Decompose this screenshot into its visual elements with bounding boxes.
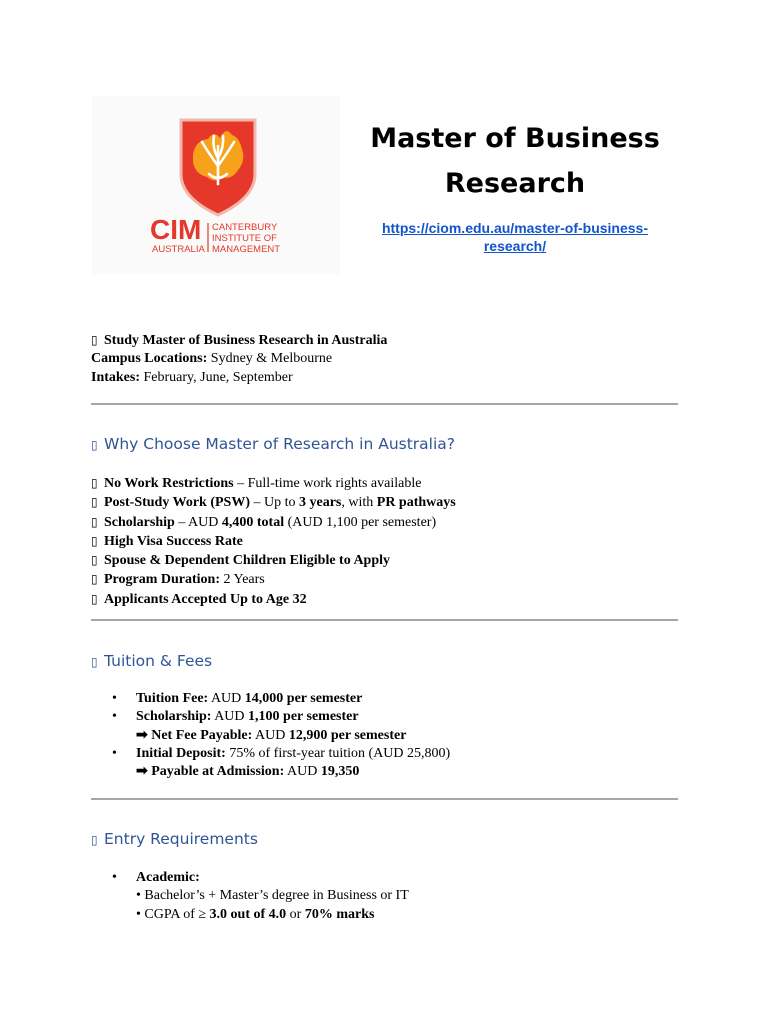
fee-amount: 1,100 per semester [248, 709, 359, 725]
entry-list [91, 869, 691, 924]
logo-abbreviation: CIM [150, 214, 202, 245]
bullet-icon: • [112, 691, 117, 706]
arrow-icon: ➡ [136, 764, 148, 780]
benefit-title: No Work Restrictions [104, 476, 234, 491]
benefit-title: Scholarship [104, 514, 175, 530]
benefit-title: Post-Study Work (PSW) [104, 495, 250, 511]
tuition-fees-heading-text: Tuition & Fees [104, 652, 213, 670]
logo-country: AUSTRALIA [152, 244, 205, 255]
benefit-detail: (AUD 1,100 per semester) [284, 514, 437, 530]
placeholder-glyph-icon: ▯ [91, 514, 98, 529]
placeholder-glyph-icon: ▯ [91, 655, 98, 669]
fee-currency: AUD [284, 764, 321, 780]
fee-label: Payable at Admission: [151, 764, 285, 780]
bullet-icon: • [112, 709, 117, 725]
benefit-item [91, 493, 691, 512]
logo-name-line: CANTERBURY [212, 222, 278, 233]
why-choose-list [91, 474, 691, 609]
benefit-title: High Visa Success Rate [104, 533, 243, 549]
entry-requirements-heading-text: Entry Requirements [104, 830, 258, 848]
intakes-value: February, June, September [140, 369, 293, 385]
fee-currency: AUD [208, 691, 245, 706]
placeholder-glyph-icon: ▯ [91, 438, 98, 452]
course-url-link[interactable]: https://ciom.edu.au/master-of-business-research/ [381, 220, 649, 254]
benefit-item [91, 474, 691, 493]
benefit-highlight: 3 years [298, 495, 342, 511]
cgpa-requirement [136, 906, 691, 924]
benefit-detail: – Full-time work rights available [233, 476, 422, 491]
placeholder-glyph-icon: ▯ [91, 553, 98, 568]
fee-detail: 75% of first-year tuition (AUD 25,800) [225, 745, 451, 761]
fee-item-deposit [91, 745, 691, 782]
cim-crest-icon [92, 96, 340, 274]
bullet-icon: • [112, 870, 117, 885]
entry-label: Academic: [136, 870, 200, 885]
placeholder-glyph-icon: ▯ [91, 476, 98, 490]
fee-amount: 14,000 per semester [244, 691, 363, 706]
fee-item-scholarship [91, 708, 691, 745]
study-line [91, 331, 691, 350]
bullet-icon: • [112, 745, 117, 761]
cgpa-prefix: • CGPA of ≥ [136, 906, 210, 922]
benefit-detail: – AUD [174, 514, 222, 530]
degree-requirement: • Bachelor’s + Master’s degree in Business or IT [136, 888, 409, 904]
marks-value: 70% marks [304, 906, 375, 922]
fee-label: Net Fee Payable: [151, 727, 253, 743]
benefit-title: Program Duration: [104, 572, 220, 588]
benefit-item [91, 532, 691, 551]
intakes-label: Intakes: [91, 369, 141, 385]
placeholder-glyph-icon: ▯ [91, 591, 98, 606]
institution-logo [92, 96, 340, 274]
cgpa-value: 3.0 out of 4.0 [209, 906, 287, 922]
campus-label: Campus Locations: [91, 351, 208, 367]
fee-label: Tuition Fee: [136, 691, 209, 706]
fee-currency: AUD [211, 709, 249, 725]
payable-line [136, 763, 691, 781]
why-choose-heading [91, 434, 455, 455]
study-line-text: Study Master of Business Research in Australia [104, 333, 388, 348]
benefit-title: Applicants Accepted Up to Age 32 [104, 591, 307, 607]
net-fee-line [136, 727, 691, 745]
fee-currency: AUD [252, 727, 289, 743]
tuition-fees-heading [91, 651, 212, 672]
entry-item-academic [91, 869, 691, 924]
placeholder-glyph-icon: ▯ [91, 495, 98, 510]
divider [91, 798, 678, 800]
benefit-item [91, 513, 691, 532]
intakes-line [91, 369, 691, 387]
campus-line [91, 350, 691, 368]
intro-section [91, 331, 691, 387]
fee-label: Scholarship: [136, 709, 212, 725]
fee-label: Initial Deposit: [136, 745, 226, 761]
benefit-item [91, 570, 691, 589]
logo-name-line: MANAGEMENT [212, 244, 281, 255]
benefit-detail: – Up to [249, 495, 299, 511]
benefit-highlight: 4,400 total [221, 514, 285, 530]
benefit-item [91, 551, 691, 570]
entry-requirements-heading [91, 829, 258, 850]
fee-item-tuition [91, 690, 691, 708]
placeholder-glyph-icon: ▯ [91, 833, 98, 847]
fees-list [91, 690, 691, 781]
benefit-title: Spouse & Dependent Children Eligible to Apply [104, 553, 391, 569]
arrow-icon: ➡ [136, 727, 148, 743]
placeholder-glyph-icon: ▯ [91, 533, 98, 548]
divider [91, 619, 678, 621]
cgpa-connector: or [286, 906, 305, 922]
why-choose-heading-text: Why Choose Master of Research in Australia? [104, 435, 455, 453]
logo-name-line: INSTITUTE OF [212, 233, 277, 244]
benefit-detail: 2 Years [220, 572, 265, 588]
campus-value: Sydney & Melbourne [207, 351, 333, 367]
benefit-item [91, 590, 691, 609]
benefit-detail: , with [341, 495, 377, 511]
placeholder-glyph-icon: ▯ [91, 333, 98, 347]
benefit-highlight: PR pathways [376, 495, 456, 511]
placeholder-glyph-icon: ▯ [91, 572, 98, 587]
divider [91, 403, 678, 405]
document-title: Master of Business Research [370, 123, 660, 199]
fee-amount: 19,350 [320, 764, 360, 780]
fee-amount: 12,900 per semester [288, 727, 407, 743]
